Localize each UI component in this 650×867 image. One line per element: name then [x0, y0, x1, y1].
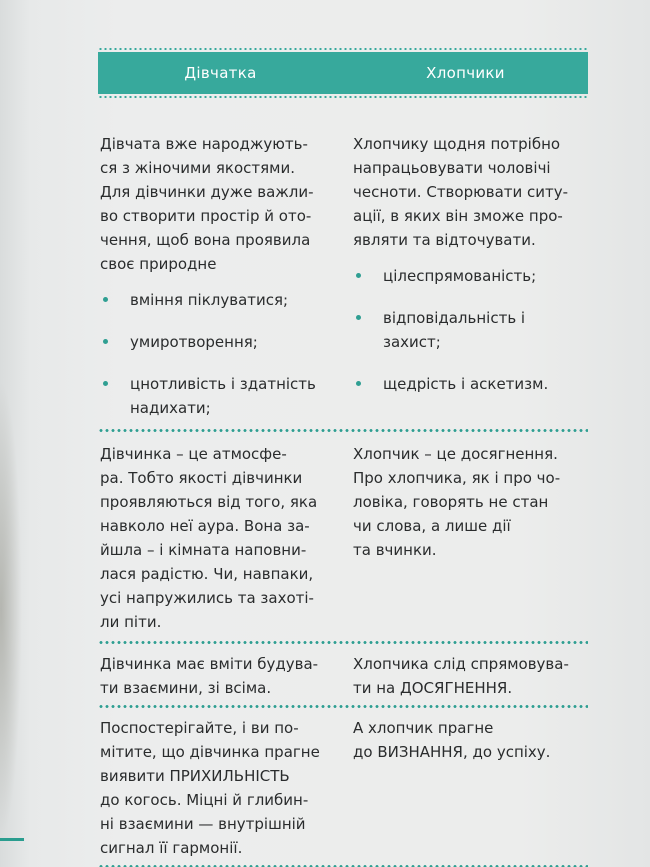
boys-bullet-list — [353, 264, 584, 396]
boys-paragraph: Хлопчику щодня потрібно напрацьовувати чоловічі чесноти. Створювати ситу- ації, в яких він зможе про- являти та відточувати. — [353, 135, 569, 249]
girls-paragraph: Дівчинка – це атмосфе- ра. Тобто якості дівчинки проявляються від того, яка навколо неї аура. Вона за- йшла – і кімната наповни- лася радістю. Чи, навпаки, усі напружились та захоті- ли піти. — [100, 445, 318, 631]
boys-paragraph: А хлопчик прагне до ВИЗНАННЯ, до успіху. — [353, 719, 551, 761]
page-edge-mark — [0, 838, 24, 841]
header-girls: Дівчатка — [184, 64, 257, 82]
list-item — [353, 264, 584, 288]
boys-cell — [343, 652, 588, 700]
table-row — [98, 708, 588, 867]
bullet-dot-icon — [103, 381, 108, 386]
boys-cell — [343, 716, 588, 860]
boys-paragraph: Хлопчик – це досягнення. Про хлопчика, як і про чо- ловіка, говорять не стан чи слова, а лише дії та вчинки. — [353, 445, 561, 559]
boys-paragraph: Хлопчика слід спрямовува- ти на ДОСЯГНЕННЯ. — [353, 655, 569, 697]
girls-paragraph: Поспостерігайте, і ви по- мітите, що дівчинка прагне виявити ПРИХИЛЬНІСТЬ до когось. Міцні й глибин- ні взаємини — внутрішній сигнал її гармонії. — [100, 719, 320, 857]
girls-cell — [98, 716, 343, 860]
header-boys: Хлопчики — [426, 64, 505, 82]
list-item — [353, 372, 584, 396]
list-item — [100, 372, 333, 420]
bullet-dot-icon — [356, 273, 361, 278]
bullet-dot-icon — [103, 339, 108, 344]
bullet-text: вміння піклуватися; — [130, 291, 289, 309]
boys-cell — [343, 442, 588, 634]
girls-cell — [98, 132, 343, 420]
bullet-text: відповідальність і захист; — [383, 309, 526, 351]
girls-cell — [98, 652, 343, 700]
table-row — [98, 432, 588, 644]
bullet-dot-icon — [356, 315, 361, 320]
girls-paragraph: Дівчинка має вміти будува- ти взаємини, зі всіма. — [100, 655, 319, 697]
girls-cell — [98, 442, 343, 634]
table-header — [98, 52, 588, 94]
bullet-dot-icon — [356, 381, 361, 386]
bullet-text: щедрість і аскетизм. — [383, 375, 549, 393]
girls-paragraph: Дівчата вже народжують- ся з жіночими якостями. Для дівчинки дуже важли- во створити простір й ото- чення, щоб вона проявила своє природне — [100, 135, 314, 273]
bullet-text: умиротворення; — [130, 333, 258, 351]
table-row — [98, 94, 588, 432]
list-item — [100, 330, 333, 354]
thumb-shadow — [0, 380, 22, 840]
bullet-dot-icon — [103, 297, 108, 302]
list-item — [353, 306, 584, 354]
table-row — [98, 644, 588, 708]
list-item — [100, 288, 333, 312]
girls-bullet-list — [100, 288, 333, 420]
bullet-text: цілеспрямованість; — [383, 267, 537, 285]
boys-cell — [343, 132, 588, 420]
bullet-text: цнотливість і здатність надихати; — [130, 375, 316, 417]
comparison-table — [98, 52, 588, 867]
